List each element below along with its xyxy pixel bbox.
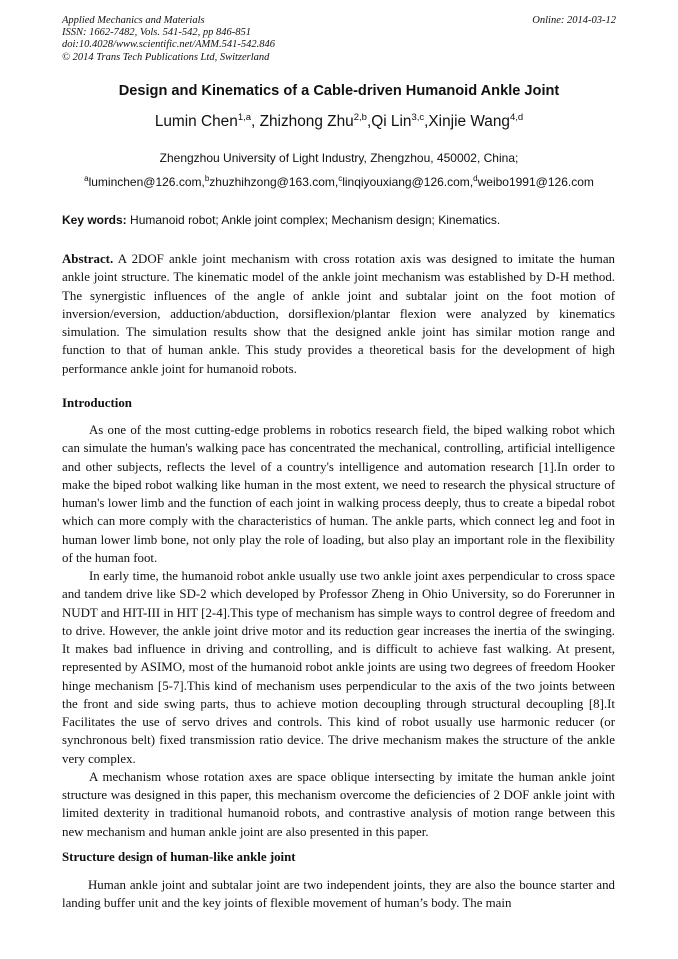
online-date: Online: 2014-03-12 [532, 15, 616, 26]
author-affil-mark: 1,a [237, 112, 252, 123]
keywords-text: Humanoid robot; Ankle joint complex; Mechanism design; Kinematics. [130, 213, 501, 227]
email-mark: c [338, 174, 343, 183]
section-heading-structure: Structure design of human-like ankle joint [62, 850, 296, 864]
paper-title: Design and Kinematics of a Cable-driven Humanoid Ankle Joint [118, 83, 560, 99]
email-address: luminchen@126.com [88, 175, 202, 189]
introduction-body [62, 421, 615, 841]
keywords [62, 213, 616, 227]
section-heading-introduction: Introduction [62, 396, 132, 410]
journal-doi: doi:10.4028/www.scientific.net/AMM.541-542.846 [62, 39, 275, 51]
author-name: Xinjie Wang [428, 113, 510, 130]
journal-name: Applied Mechanics and Materials [62, 15, 205, 26]
author-list: Lumin Chen$^{1,a}$, Zhizhong Zhu$^{2,b}$,Qi Lin$^{3,c}$,Xinjie Wang$^{4,d}$ [154, 112, 524, 130]
email-mark: a [84, 174, 89, 183]
abstract-label: Abstract. [62, 252, 114, 266]
structure-body [62, 876, 615, 913]
keywords-label: Key words: [62, 213, 127, 227]
abstract [62, 250, 615, 378]
author-name: Qi Lin [371, 113, 412, 130]
email-address: weibo1991@126.com [477, 175, 594, 189]
journal-copyright: © 2014 Trans Tech Publications Ltd, Switzerland [62, 51, 270, 63]
email-address: zhuzhihzong@163.com [209, 175, 335, 189]
paragraph: A mechanism whose rotation axes are space oblique intersecting by imitate the human ankle joint structure was designed in this paper, this mechanism overcome the deficiencies of 2 DOF ankle joint with limited dexterity in traditional humanoid robots, and contrastive analysis of motion range between this new mechanism and human ankle joint are also presented in this paper. [62, 769, 615, 839]
author-affil-mark: 4,d [509, 112, 524, 123]
email-list: $^a$luminchen@126.com,$^b$zhuzhihzong@163.com,$^c$linqiyouxiang@126.com,$^d$weibo1991@126.com [84, 174, 594, 189]
paragraph: Human ankle joint and subtalar joint are two independent joints, they are also the bounce starter and landing buffer unit and the key joints of flexible movement of human’s body. The main [62, 878, 615, 911]
journal-header [62, 15, 616, 64]
author-name: Lumin Chen [154, 113, 238, 130]
email-mark: d [473, 174, 478, 183]
paragraph: In early time, the humanoid robot ankle usually use two ankle joint axes perpendicular to cross space and tandem drive like SD-2 which developed by Professor Zheng in Ohio University, so do Forerunner in NUDT and HIT-III in HIT [2-4].This type of mechanism has simple ways to control degree of freedom and to drive. However, the ankle joint drive motor and its reduction gear increases the inertia of the swinging. It makes bad influence in driving and controlling, and is difficult to achieve fast walking. At present, represented by ASIMO, most of the humanoid robot ankle joints are using two degrees of freedom Hooker hinge mechanism [5-7].This kind of mechanism uses perpendicular to the axis of the two joints between the front and side swing parts, thus to achieve motion decoupling through structural decoupling [8].It Facilitates the use of servo drives and controls. This kind of robot usually use harmonic reducer (or synchronous belt) fixed transmission ratio device. The drive mechanism makes the structure of the ankle very complex. [62, 569, 615, 766]
abstract-text: A 2DOF ankle joint mechanism with cross rotation axis was designed to imitate the human ankle joint structure. The kinematic model of the ankle joint mechanism was established by D-H method. The synergistic influences of the angle of ankle joint and subtalar joint on the foot motion of inversion/eversion, adduction/abduction, dorsiflexion/plantar flexion were analyzed by kinematics simulation. The simulation results show that the designed ankle joint has similar motion range and function to that of human ankle. This study provides a theoretical basis for the development of high performance ankle joint for humanoid robots. [62, 252, 615, 376]
affiliation: Zhengzhou University of Light Industry, Zhengzhou, 450002, China; [159, 151, 519, 165]
paragraph: As one of the most cutting-edge problems in robotics research field, the biped walking robot which can simulate the human's walking pace has concentrated the mechanical, controlling, artificial intelligence and other subjects, reflects the level of a country's intelligence and automation research [1].In order to make the biped robot walking like human in the most extent, we need to research the physical structure of human's lower limb and the function of each joint in walking process deeply, thus to create a bipedal robot which can more comply with the characteristics of human. The ankle parts, which connect leg and foot in human lower limb bone, not only play the role of loading, but also play an important role in the flexibility of the human foot. [62, 423, 615, 565]
email-mark: b [204, 174, 210, 183]
email-address: linqiyouxiang@126.com [342, 175, 470, 189]
author-affil-mark: 3,c [411, 112, 425, 123]
author-affil-mark: 2,b [353, 112, 367, 123]
author-name: Zhizhong Zhu [259, 113, 354, 130]
journal-issn: ISSN: 1662-7482, Vols. 541-542, pp 846-851 [62, 27, 251, 39]
